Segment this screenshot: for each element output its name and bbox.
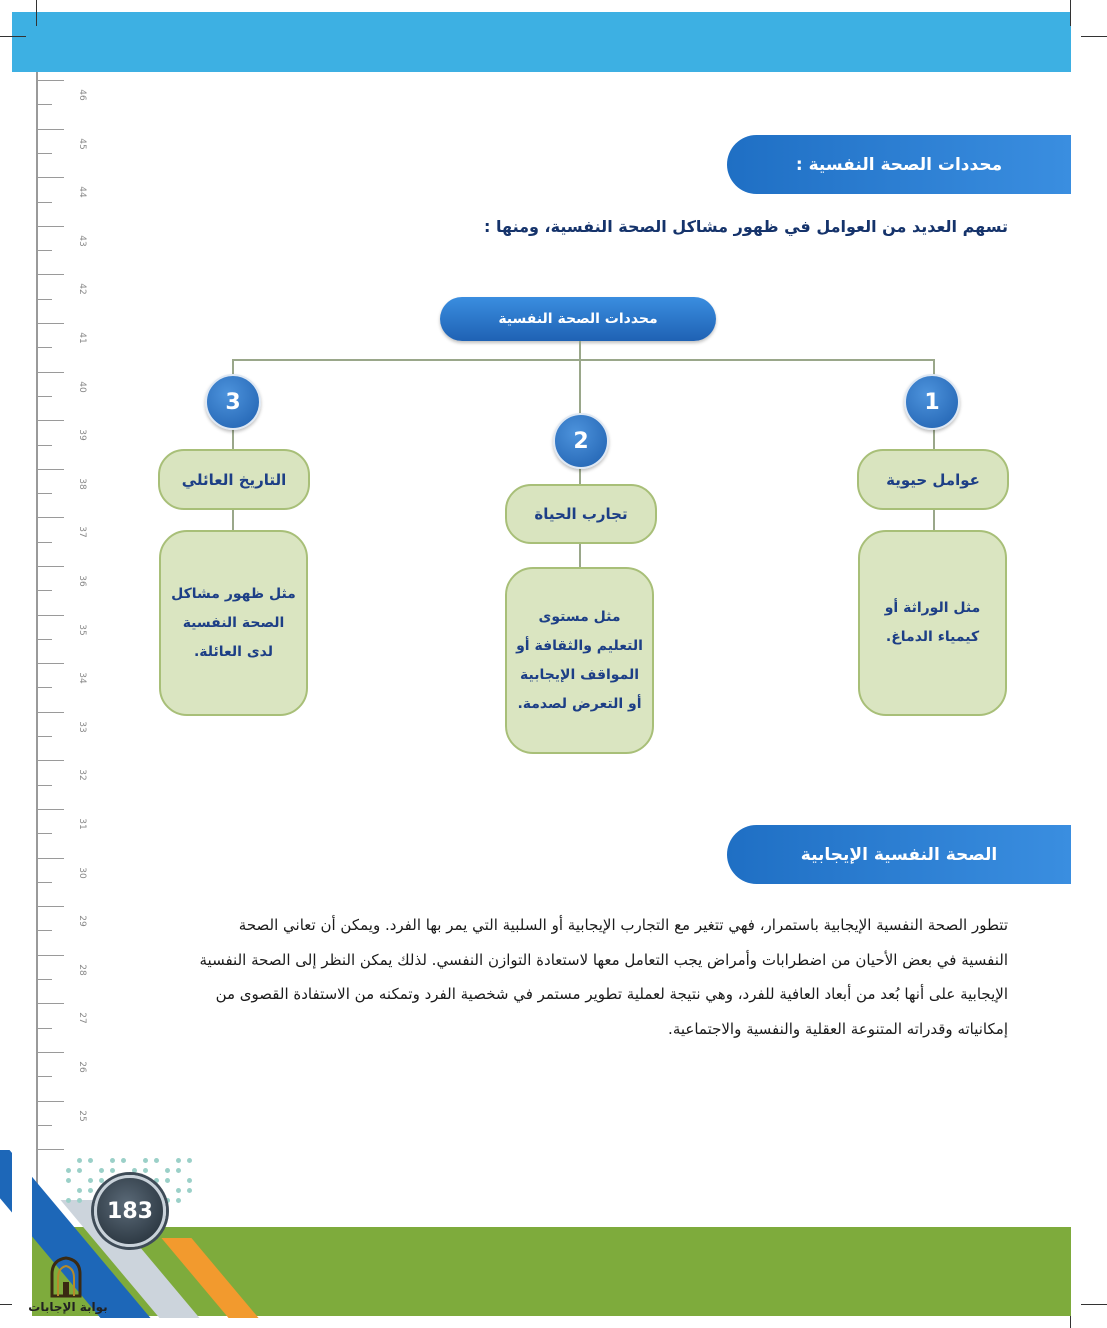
- decorative-dot: [99, 1168, 104, 1173]
- section-title-mental-health-determinants: محددات الصحة النفسية :: [727, 135, 1071, 194]
- ruler-tick: [38, 226, 64, 227]
- label-life-experiences: تجارب الحياة: [505, 484, 657, 544]
- ruler-tick: [38, 590, 52, 591]
- connector: [579, 341, 581, 414]
- section-title-positive-mental-health: الصحة النفسية الإيجابية: [727, 825, 1071, 884]
- ruler-tick: [38, 615, 64, 616]
- ruler-tick: [38, 153, 52, 154]
- ruler-tick: [38, 785, 52, 786]
- ruler-tick: [38, 809, 64, 810]
- decorative-dot: [99, 1178, 104, 1183]
- ruler-number: 28: [77, 964, 87, 976]
- ruler-number: 44: [77, 186, 87, 198]
- ruler-tick: [38, 1125, 52, 1126]
- ruler-tick: [38, 906, 64, 907]
- paragraph-line: الإيجابية على أنها بُعد من أبعاد العافية للفرد، وهي نتيجة لعملية تطوير مستمر في شخصية الفرد وتمكنه من الاستفادة القصوى من: [215, 985, 1008, 1003]
- ruler-tick: [38, 274, 64, 275]
- ruler-number: 25: [77, 1109, 87, 1122]
- ruler-tick: [38, 177, 64, 178]
- ruler-number: 38: [77, 478, 87, 490]
- ruler-tick: [38, 663, 64, 664]
- number-badge-2: 2: [553, 413, 609, 469]
- ruler-tick: [38, 858, 64, 859]
- decorative-dot: [66, 1178, 71, 1183]
- ruler-number: 32: [77, 769, 87, 782]
- decorative-dot: [165, 1198, 170, 1203]
- ruler-tick: [38, 372, 64, 373]
- ruler-tick: [38, 129, 64, 130]
- ruler-tick: [38, 566, 64, 567]
- ruler-tick: [38, 104, 52, 105]
- stripe-mask: [12, 1150, 32, 1320]
- ruler-number: 42: [77, 283, 87, 296]
- ruler-tick: [38, 712, 64, 713]
- description-biological-factors: مثل الوراثة أو كيمياء الدماغ.: [858, 530, 1007, 716]
- crop-mark: [36, 0, 37, 26]
- decorative-dot: [176, 1168, 181, 1173]
- ruler-tick: [38, 80, 64, 81]
- ruler-tick: [38, 760, 64, 761]
- mosque-logo-icon: [46, 1254, 86, 1298]
- ruler-tick: [38, 420, 64, 421]
- paragraph-line: تتطور الصحة النفسية الإيجابية باستمرار، فهي تتغير مع التجارب الإيجابية أو السلبية التي يمر بها الفرد. ويمكن أن تعاني الصحة: [238, 916, 1008, 934]
- crop-mark: [1081, 36, 1107, 37]
- ruler-number: 36: [77, 575, 87, 587]
- ruler-tick: [38, 930, 52, 931]
- ruler-number: 43: [77, 235, 87, 247]
- paragraph-positive-mental-health: [97, 908, 1008, 1046]
- ruler-tick: [38, 1149, 64, 1150]
- ruler-tick: [38, 687, 52, 688]
- paragraph-line: النفسية في بعض الأحيان من اضطرابات وأمراض يجب التعامل معها لاستعادة التوازن النفسي. لذلك يمكن النظر إلى الصحة النفسية: [199, 950, 1008, 969]
- decorative-dot: [77, 1188, 82, 1193]
- decorative-dot: [143, 1168, 148, 1173]
- decorative-dot: [110, 1158, 115, 1163]
- intro-text: تسهم العديد من العوامل في ظهور مشاكل الصحة النفسية، ومنها :: [484, 217, 1008, 236]
- decorative-dot: [176, 1158, 181, 1163]
- ruler-tick: [38, 347, 52, 348]
- decorative-dot: [121, 1158, 126, 1163]
- crop-mark: [1070, 0, 1071, 26]
- decorative-dot: [187, 1178, 192, 1183]
- header-bar: [12, 12, 1071, 72]
- ruler-tick: [38, 882, 52, 883]
- ruler-number: 34: [77, 672, 87, 684]
- connector: [232, 359, 934, 361]
- crop-mark: [1081, 1304, 1107, 1305]
- decorative-dot: [154, 1178, 159, 1183]
- ruler-number: 41: [77, 332, 87, 344]
- decorative-dot: [66, 1168, 71, 1173]
- decorative-dot: [187, 1188, 192, 1193]
- decorative-dot: [176, 1198, 181, 1203]
- ruler-tick: [38, 202, 52, 203]
- ruler: [36, 72, 38, 1232]
- decorative-dot: [88, 1188, 93, 1193]
- description-life-experiences: مثل مستوى التعليم والثقافة أو المواقف الإيجابية أو التعرض لصدمة.: [505, 567, 654, 754]
- ruler-tick: [38, 979, 52, 980]
- ruler-number: 33: [77, 721, 87, 733]
- decorative-dot: [187, 1158, 192, 1163]
- decorative-dot: [88, 1178, 93, 1183]
- ruler-tick: [38, 1028, 52, 1029]
- ruler-number: 26: [77, 1061, 87, 1073]
- ruler-number: 46: [77, 89, 87, 101]
- label-biological-factors: عوامل حيوية: [857, 449, 1009, 510]
- decorative-dot: [132, 1168, 137, 1173]
- decorative-dot: [110, 1168, 115, 1173]
- watermark-text: بوابة الإجابات: [28, 1300, 108, 1314]
- ruler-number: 29: [77, 915, 87, 927]
- ruler-tick: [38, 1003, 64, 1004]
- ruler-number: 37: [77, 526, 87, 539]
- ruler-number: 35: [77, 623, 87, 636]
- ruler-tick: [38, 396, 52, 397]
- description-family-history: مثل ظهور مشاكل الصحة النفسية لدى العائلة.: [159, 530, 308, 716]
- diagram-root: محددات الصحة النفسية: [440, 297, 716, 341]
- page-number: 183: [94, 1175, 166, 1247]
- ruler-number: 40: [77, 380, 87, 393]
- decorative-dot: [88, 1158, 93, 1163]
- ruler-tick: [38, 1052, 64, 1053]
- ruler-tick: [38, 469, 64, 470]
- decorative-dot: [77, 1158, 82, 1163]
- decorative-dot: [143, 1158, 148, 1163]
- decorative-dot: [176, 1188, 181, 1193]
- ruler-number: 45: [77, 137, 87, 150]
- decorative-dot: [77, 1198, 82, 1203]
- paragraph-line: إمكانياته وقدراته المتنوعة العقلية والنفسية والاجتماعية.: [668, 1019, 1008, 1038]
- connector: [579, 540, 581, 568]
- ruler-tick: [38, 542, 52, 543]
- number-badge-3: 3: [205, 374, 261, 430]
- ruler-tick: [38, 833, 52, 834]
- ruler-number: 27: [77, 1012, 87, 1025]
- ruler-tick: [38, 445, 52, 446]
- ruler-tick: [38, 299, 52, 300]
- ruler-tick: [38, 1101, 64, 1102]
- decorative-dot: [154, 1158, 159, 1163]
- ruler-tick: [38, 639, 52, 640]
- crop-mark: [0, 36, 26, 37]
- decorative-dot: [77, 1168, 82, 1173]
- ruler-tick: [38, 250, 52, 251]
- ruler-number: 30: [77, 866, 87, 879]
- decorative-dot: [165, 1178, 170, 1183]
- ruler-tick: [38, 1076, 52, 1077]
- ruler-number: 31: [77, 818, 87, 830]
- decorative-dot: [66, 1198, 71, 1203]
- number-badge-1: 1: [904, 374, 960, 430]
- label-family-history: التاريخ العائلي: [158, 449, 310, 510]
- ruler-tick: [38, 493, 52, 494]
- decorative-dot: [165, 1168, 170, 1173]
- ruler-tick: [38, 736, 52, 737]
- ruler-tick: [38, 323, 64, 324]
- ruler-number: 39: [77, 429, 87, 441]
- ruler-tick: [38, 955, 64, 956]
- ruler-tick: [38, 517, 64, 518]
